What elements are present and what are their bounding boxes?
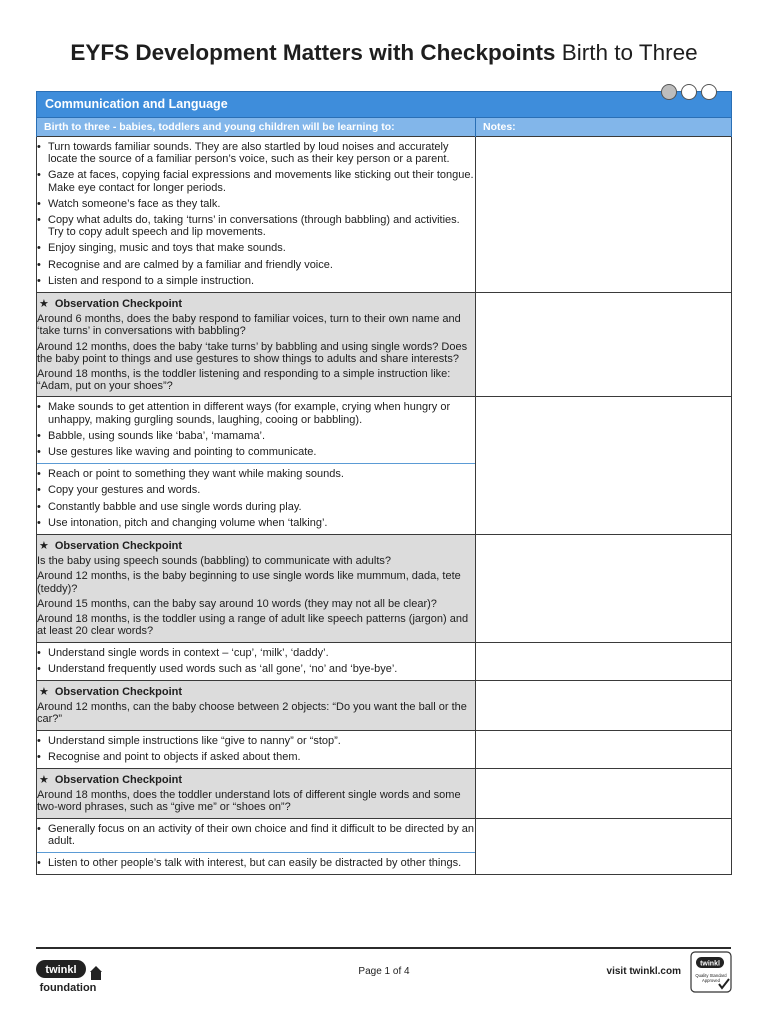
learning-cell bbox=[37, 818, 476, 875]
bullet-list bbox=[37, 819, 475, 852]
table-row bbox=[37, 535, 732, 642]
column-header-learning: Birth to three - babies, toddlers and young children will be learning to: bbox=[37, 118, 476, 137]
star-icon: ★ bbox=[39, 774, 49, 787]
table-row bbox=[37, 137, 732, 293]
list-item: • Enjoy singing, music and toys that make sounds. bbox=[37, 242, 475, 254]
checkpoint-question: Around 18 months, is the toddler listening and responding to a simple instruction like: “Adam, put on your shoes”? bbox=[37, 368, 451, 393]
list-item: • Use gestures like waving and pointing to communicate. bbox=[37, 446, 475, 458]
checkpoint-question: Around 12 months, can the baby choose between 2 objects: “Do you want the ball or the car?” bbox=[37, 701, 467, 726]
list-item: • Turn towards familiar sounds. They are also startled by loud noises and accurately locate the source of a familiar person’s voice, such as their key person or a parent. bbox=[37, 141, 475, 165]
list-item: • Generally focus on an activity of their own choice and find it difficult to be directed by an adult. bbox=[37, 823, 475, 847]
page-number: Page 1 of 4 bbox=[358, 966, 410, 977]
checkpoint-question: Around 12 months, is the baby beginning to use single words like mummum, dada, tete (teddy)? bbox=[37, 570, 461, 595]
checkpoint-question: Around 18 months, does the toddler understand lots of different single words and some two-word phrases, such as “give me” or “shoes on”? bbox=[37, 789, 461, 814]
table-row bbox=[37, 768, 732, 818]
observation-checkpoint-cell bbox=[37, 293, 476, 397]
list-item: • Understand single words in context – ‘cup’, ‘milk’, ‘daddy’. bbox=[37, 647, 475, 659]
section-title: Communication and Language bbox=[37, 92, 732, 118]
learning-cell bbox=[37, 397, 476, 535]
column-header-notes: Notes: bbox=[476, 118, 732, 137]
checkpoint-heading bbox=[37, 769, 475, 786]
table-row bbox=[37, 730, 732, 768]
checkpoint-questions bbox=[37, 701, 475, 729]
list-item: • Copy what adults do, taking ‘turns’ in conversations (through babbling) and activities. Try to copy adult speech and lip movements. bbox=[37, 214, 475, 238]
list-item: • Reach or point to something they want while making sounds. bbox=[37, 468, 475, 480]
notes-cell[interactable] bbox=[476, 818, 732, 875]
binder-hole-icon bbox=[681, 84, 697, 100]
notes-cell[interactable] bbox=[476, 768, 732, 818]
table-row bbox=[37, 397, 732, 535]
list-item: • Recognise and are calmed by a familiar and friendly voice. bbox=[37, 259, 475, 271]
list-item: • Use intonation, pitch and changing volume when ‘talking’. bbox=[37, 517, 475, 529]
notes-cell[interactable] bbox=[476, 137, 732, 293]
checkpoint-heading bbox=[37, 681, 475, 698]
list-item: • Understand frequently used words such as ‘all gone’, ‘no’ and ‘bye-bye’. bbox=[37, 663, 475, 675]
bullet-list bbox=[37, 464, 475, 534]
notes-cell[interactable] bbox=[476, 680, 732, 730]
bullet-list bbox=[37, 853, 475, 874]
checkpoint-label: Observation Checkpoint bbox=[54, 685, 183, 698]
footer-divider bbox=[36, 947, 731, 949]
table-row bbox=[37, 680, 732, 730]
list-item: • Constantly babble and use single words during play. bbox=[37, 501, 475, 513]
page-title bbox=[0, 38, 768, 68]
list-item: • Recognise and point to objects if asked about them. bbox=[37, 751, 475, 763]
list-item: • Watch someone’s face as they talk. bbox=[37, 198, 475, 210]
learning-cell bbox=[37, 730, 476, 768]
bullet-list bbox=[37, 137, 475, 292]
logo-text-top: twinkl bbox=[45, 964, 77, 976]
page-title-bold: EYFS Development Matters with Checkpoints bbox=[70, 40, 556, 65]
notes-cell[interactable] bbox=[476, 642, 732, 680]
list-item: • Copy your gestures and words. bbox=[37, 484, 475, 496]
checkpoint-question: Is the baby using speech sounds (babbling) to communicate with adults? bbox=[37, 555, 392, 568]
list-item: • Listen and respond to a simple instruction. bbox=[37, 275, 475, 287]
notes-cell[interactable] bbox=[476, 535, 732, 642]
star-icon: ★ bbox=[39, 298, 49, 311]
checkpoint-label: Observation Checkpoint bbox=[54, 773, 183, 786]
visit-link[interactable]: visit twinkl.com bbox=[606, 966, 681, 977]
notes-cell[interactable] bbox=[476, 293, 732, 397]
bullet-list bbox=[37, 397, 475, 463]
binder-hole-icon bbox=[701, 84, 717, 100]
observation-checkpoint-cell bbox=[37, 535, 476, 642]
checkpoint-heading bbox=[37, 293, 475, 310]
binder-hole-icon bbox=[661, 84, 677, 100]
checkpoint-questions bbox=[37, 313, 475, 396]
observation-checkpoint-cell bbox=[37, 680, 476, 730]
badge-text-1: Quality Standard bbox=[695, 973, 727, 978]
list-item: • Babble, using sounds like ‘baba’, ‘mamama’. bbox=[37, 430, 475, 442]
badge-brand: twinkl bbox=[700, 960, 720, 968]
star-icon: ★ bbox=[39, 686, 49, 698]
notes-cell[interactable] bbox=[476, 730, 732, 768]
observation-checkpoint-cell bbox=[37, 768, 476, 818]
logo-text-bottom: foundation bbox=[39, 982, 97, 994]
checkpoint-question: Around 6 months, does the baby respond to familiar voices, turn to their own name and ‘take turns’ in conversations with babbling? bbox=[37, 313, 461, 338]
checkpoint-questions bbox=[37, 789, 475, 817]
checkpoint-label: Observation Checkpoint bbox=[54, 298, 183, 311]
checkpoint-questions bbox=[37, 555, 475, 641]
star-icon: ★ bbox=[39, 540, 49, 553]
checkpoint-label: Observation Checkpoint bbox=[54, 540, 183, 553]
bullet-list bbox=[37, 731, 475, 768]
checkpoint-question: Around 12 months, does the baby ‘take turns’ by babbling and using single words? Does the baby point to things and use gestures to show things to adults and share interests? bbox=[37, 340, 468, 365]
table-row bbox=[37, 293, 732, 397]
section-header-row bbox=[37, 92, 732, 118]
learning-cell bbox=[37, 642, 476, 680]
table-row bbox=[37, 642, 732, 680]
page-title-subtitle: Birth to Three bbox=[561, 40, 698, 65]
learning-cell bbox=[37, 137, 476, 293]
development-table bbox=[36, 91, 732, 875]
checkpoint-question: Around 18 months, is the toddler using a range of adult like speech patterns (jargon) and at least 20 clear words? bbox=[37, 613, 469, 638]
quality-standard-badge-icon bbox=[690, 951, 732, 993]
list-item: • Understand simple instructions like “give to nanny” or “stop”. bbox=[37, 735, 475, 747]
list-item: • Listen to other people’s talk with interest, but can easily be distracted by other things. bbox=[37, 857, 475, 869]
notes-cell[interactable] bbox=[476, 397, 732, 535]
list-item: • Gaze at faces, copying facial expressions and movements like sticking out their tongue. Make eye contact for longer periods. bbox=[37, 169, 475, 193]
checkpoint-question: Around 15 months, can the baby say around 10 words (they may not all be clear)? bbox=[37, 597, 437, 610]
list-item: • Make sounds to get attention in different ways (for example, crying when hungry or unhappy, making gurgling sounds, laughing, cooing or babbling). bbox=[37, 401, 475, 425]
checkpoint-heading bbox=[37, 535, 475, 552]
table-row bbox=[37, 818, 732, 875]
badge-text-2: Approved bbox=[702, 978, 720, 983]
column-header-row bbox=[37, 118, 732, 137]
bullet-list bbox=[37, 643, 475, 680]
